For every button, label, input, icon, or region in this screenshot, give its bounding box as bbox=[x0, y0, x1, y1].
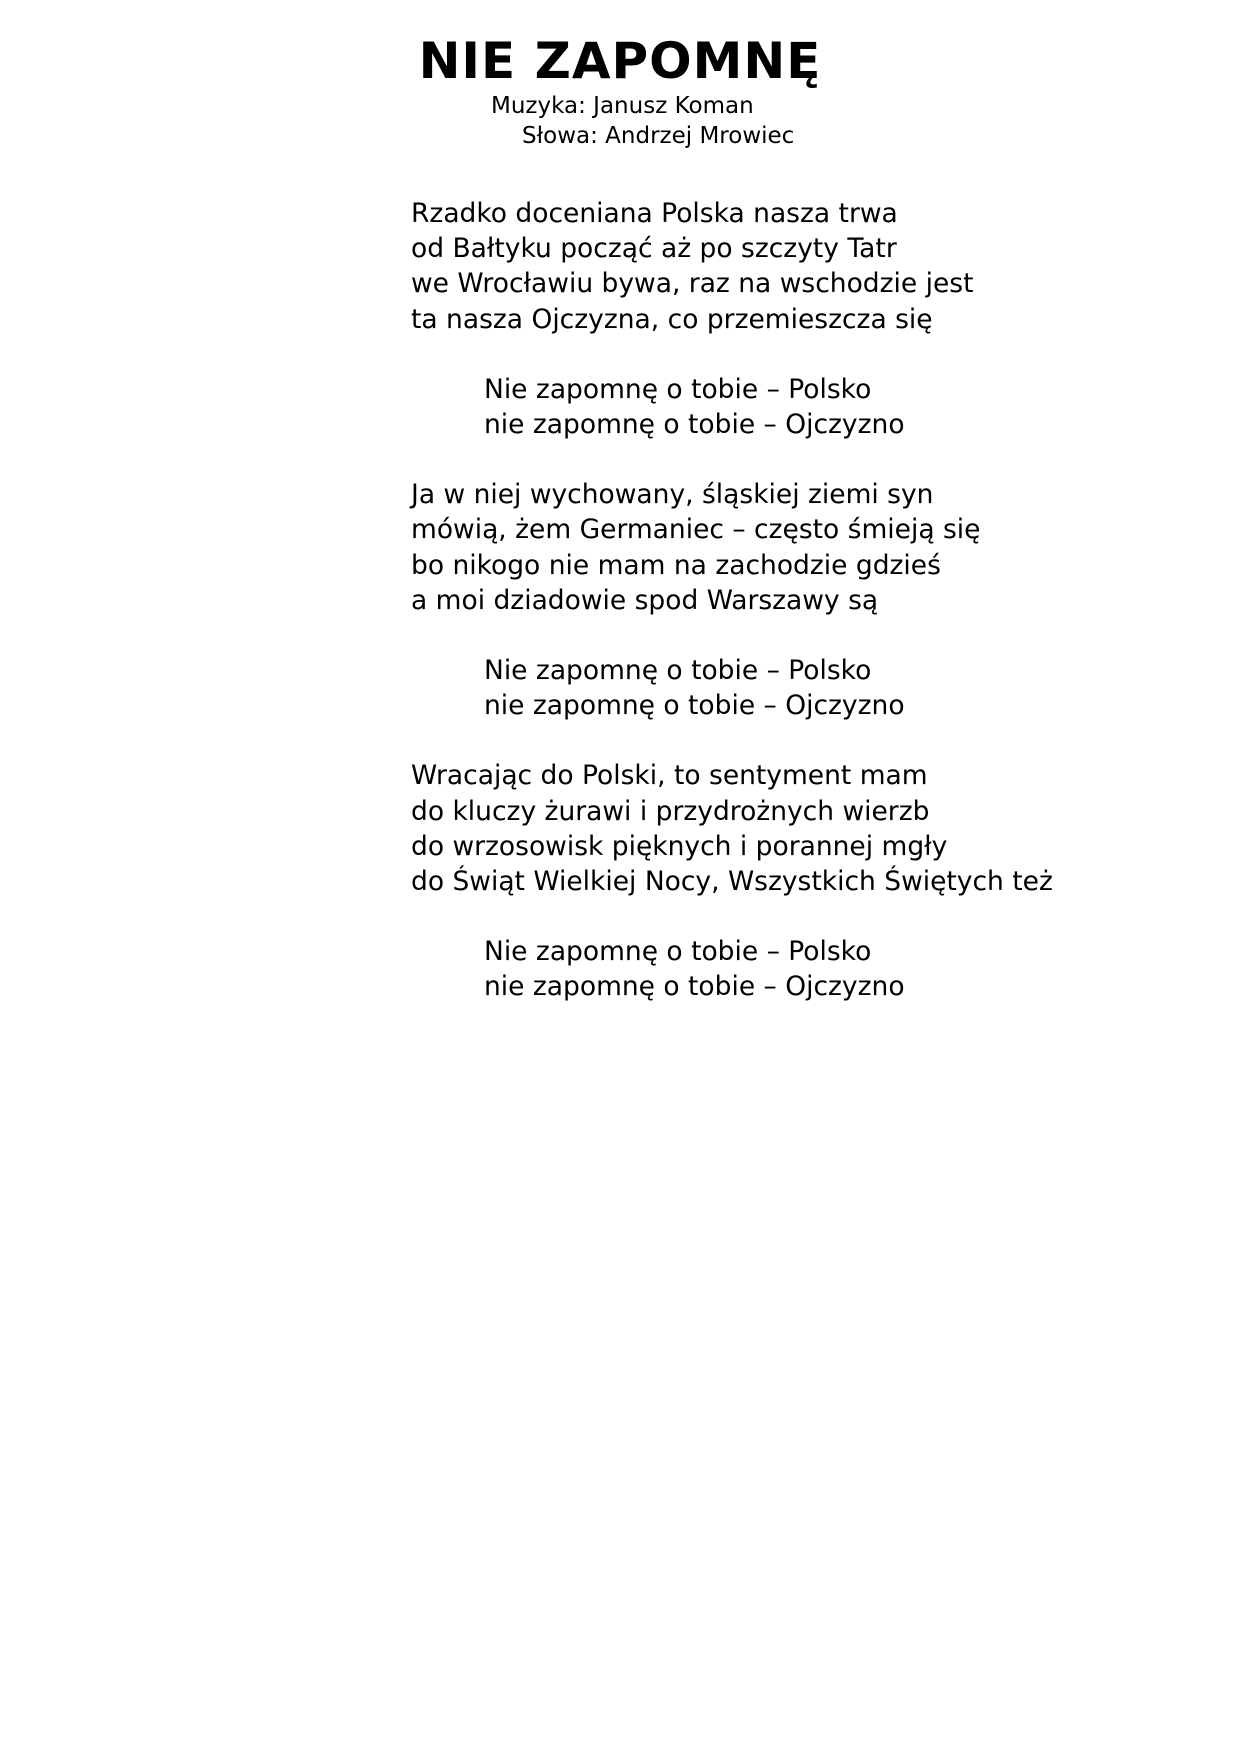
chorus-line: Nie zapomnę o tobie – Polsko bbox=[484, 655, 872, 687]
lyric-line: a moi dziadowie spod Warszawy są bbox=[411, 584, 879, 616]
lyrics-credit: Słowa: Andrzej Mrowiec bbox=[522, 123, 795, 149]
chorus-2 bbox=[411, 653, 1211, 723]
chorus-line: nie zapomnę o tobie – Ojczyzno bbox=[484, 690, 905, 722]
lyric-line: Rzadko doceniana Polska nasza trwa bbox=[411, 198, 898, 229]
lyrics-body bbox=[411, 196, 1211, 1040]
lyric-line: do wrzosowisk pięknych i porannej mgły bbox=[411, 830, 948, 862]
lyric-line: od Bałtyku począć aż po szczyty Tatr bbox=[411, 233, 897, 265]
lyric-line: ta nasza Ojczyzna, co przemieszcza się bbox=[411, 303, 933, 335]
chorus-line: nie zapomnę o tobie – Ojczyzno bbox=[484, 971, 905, 1003]
music-credit: Muzyka: Janusz Koman bbox=[491, 93, 754, 119]
lyric-line: mówią, żem Germaniec – często śmieją się bbox=[411, 514, 981, 546]
verse-3 bbox=[411, 758, 1211, 899]
lyric-line: do Świąt Wielkiej Nocy, Wszystkich Świętych też bbox=[411, 866, 1053, 898]
verse-2 bbox=[411, 477, 1211, 618]
lyric-line: Wracając do Polski, to sentyment mam bbox=[411, 760, 928, 792]
chorus-1 bbox=[411, 372, 1211, 442]
chorus-line: nie zapomnę o tobie – Ojczyzno bbox=[484, 409, 905, 441]
song-title: NIE ZAPOMNĘ bbox=[418, 32, 822, 90]
lyric-line: do kluczy żurawi i przydrożnych wierzb bbox=[411, 795, 930, 827]
lyric-line: Ja w niej wychowany, śląskiej ziemi syn bbox=[411, 479, 934, 511]
chorus-line: Nie zapomnę o tobie – Polsko bbox=[484, 373, 872, 405]
lyric-line: bo nikogo nie mam na zachodzie gdzieś bbox=[411, 549, 941, 581]
lyric-line: we Wrocławiu bywa, raz na wschodzie jest bbox=[411, 268, 974, 300]
chorus-line: Nie zapomnę o tobie – Polsko bbox=[484, 936, 872, 968]
verse-1 bbox=[411, 196, 1211, 337]
chorus-3 bbox=[411, 934, 1211, 1004]
